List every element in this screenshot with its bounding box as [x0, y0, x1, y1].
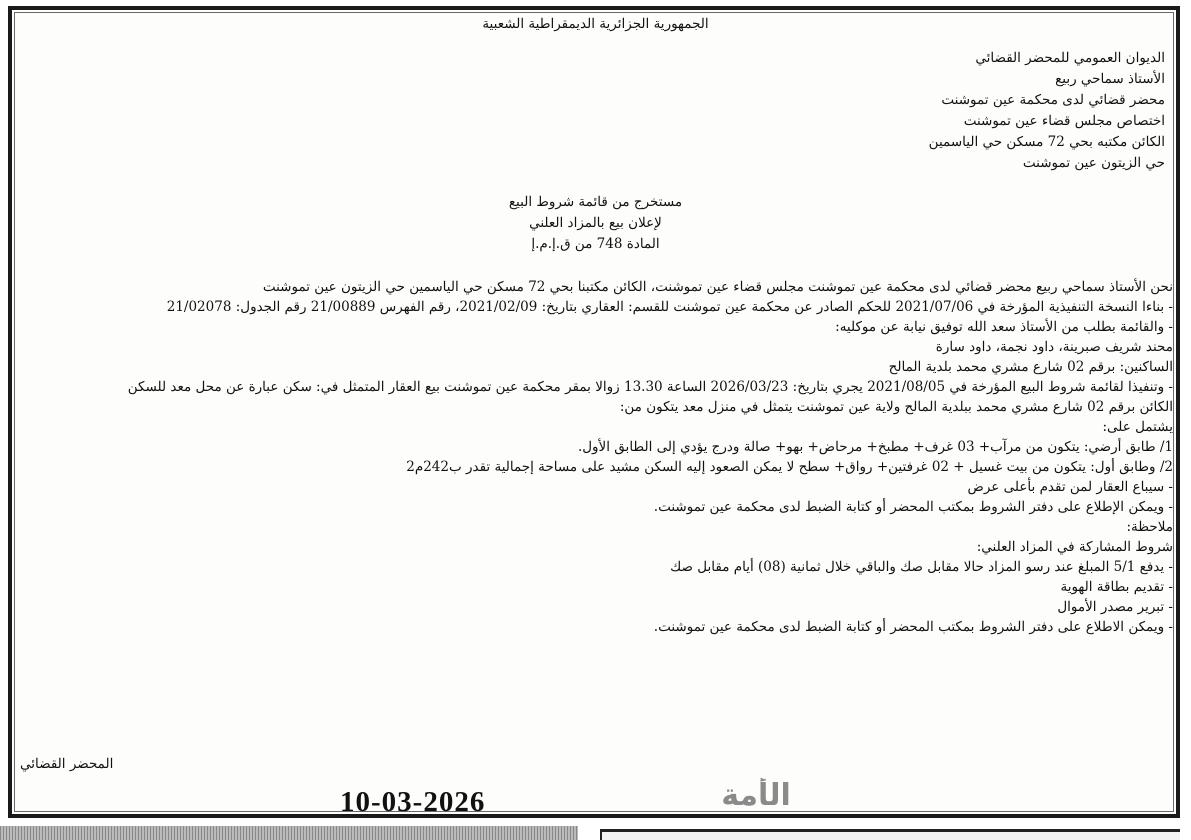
header-line: محضر قضائي لدى محكمة عين تموشنت [941, 92, 1165, 108]
newspaper-logo-text: الأمة [721, 778, 791, 813]
bailiff-signature: المحضر القضائي [20, 756, 114, 772]
body-line: محند شريف صبرينة، داود نجمة، داود سارة [935, 339, 1173, 355]
page-edge-strip [0, 826, 578, 840]
title-line: لإعلان بيع بالمزاد العلني [529, 215, 662, 231]
office-header [14, 48, 1165, 174]
body-line: - تقديم بطاقة الهوية [1060, 579, 1173, 595]
republic-heading: الجمهورية الجزائرية الديمقراطية الشعبية [482, 16, 709, 32]
header-line: حي الزيتون عين تموشنت [1022, 155, 1165, 171]
body-line: - والقائمة بطلب من الأستاذ سعد الله توفيق نيابة عن موكليه: [835, 319, 1173, 335]
body-line: الكائن برقم 02 شارع مشري محمد ببلدية المالح ولاية عين تموشنت يتمثل في منزل معد يتكون من: [619, 399, 1173, 415]
page-edge-border [600, 829, 1180, 840]
body-line: شروط المشاركة في المزاد العلني: [976, 539, 1173, 555]
body-line: ملاحظة: [1126, 519, 1173, 535]
body-line: الساكنين: برقم 02 شارع مشري محمد بلدية المالح [888, 359, 1173, 375]
notice-document [14, 6, 1177, 780]
body-line: - تبرير مصدر الأموال [1057, 599, 1173, 615]
body-line: - بناءا النسخة التنفيذية المؤرخة في 2021/07/06 للحكم الصادر عن محكمة عين تموشنت للقسم: العقاري بتاريخ: 2021/02/09، رقم الفهرس 21/00889 رقم الجدول: 21/02078 [166, 299, 1173, 315]
body-line: يشتمل على: [1102, 419, 1173, 435]
notice-body [14, 277, 1173, 637]
body-line: - ويمكن الاطلاع على دفتر الشروط بمكتب المحضر أو كتابة الضبط لدى محكمة عين تموشنت. [653, 619, 1173, 635]
body-line: 1/ طابق أرضي: يتكون من مرآب+ 03 غرف+ مطبخ+ مرحاض+ بهو+ صالة ودرج يؤدي إلى الطابق الأول. [577, 439, 1173, 455]
publication-date: 10-03-2026 [340, 786, 486, 818]
newspaper-logo [676, 778, 836, 814]
header-line: الديوان العمومي للمحضر القضائي [975, 50, 1165, 66]
title-line: المادة 748 من ق.إ.م.إ [531, 236, 660, 252]
body-line: - ويمكن الإطلاع على دفتر الشروط بمكتب المحضر أو كتابة الضبط لدى محكمة عين تموشنت. [653, 499, 1173, 515]
title-line: مستخرج من قائمة شروط البيع [508, 194, 683, 210]
body-line: - وتنفيذا لقائمة شروط البيع المؤرخة في 2021/08/05 يجري بتاريخ: 2026/03/23 الساعة 13.30 زوالا بمقر محكمة عين تموشنت بيع العقار المتمثل في: سكن عبارة عن محل معد للسكن [127, 379, 1173, 395]
header-line: الأستاذ سماحي ربيع [1055, 71, 1165, 87]
body-line: - يدفع 5/1 المبلغ عند رسو المزاد حالا مقابل صك والباقي خلال ثمانية (08) أيام مقابل صك [670, 559, 1173, 575]
notice-title [14, 192, 1177, 255]
header-line: اختصاص مجلس قضاء عين تموشنت [963, 113, 1165, 129]
header-line: الكائن مكتبه بحي 72 مسكن حي الياسمين [928, 134, 1165, 150]
body-line: نحن الأستاذ سماحي ربيع محضر قضائي لدى محكمة عين تموشنت مجلس قضاء عين تموشنت، الكائن مكتبنا بحي 72 مسكن حي الياسمين حي الزيتون عين تموشنت [262, 279, 1173, 295]
body-line: 2/ وطابق أول: يتكون من بيت غسيل + 02 غرفتين+ رواق+ سطح لا يمكن الصعود إليه السكن مشيد على مساحة إجمالية تقدر ب242م2 [406, 459, 1173, 475]
body-line: - سيباع العقار لمن تقدم بأعلى عرض [967, 479, 1173, 495]
